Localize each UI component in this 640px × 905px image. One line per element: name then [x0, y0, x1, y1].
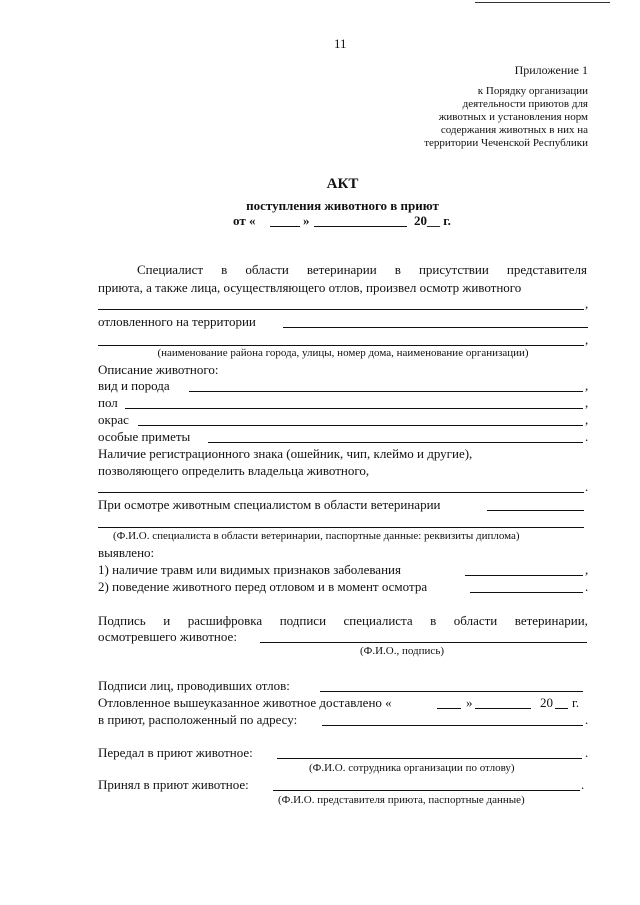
- description-heading: Описание животного:: [98, 362, 219, 377]
- catchers-label: Подписи лиц, проводивших отлов:: [98, 678, 290, 693]
- capture-caption: (наименование района города, улицы, номер дома, наименование организации): [157, 347, 529, 359]
- delivered-year-blank: [555, 708, 568, 709]
- capture-label: отловленного на территории: [98, 314, 256, 329]
- inspection-label: При осмотре животным специалистом в области ветеринарии: [98, 497, 441, 512]
- gave-label: Передал в приют животное:: [98, 745, 253, 760]
- appendix-line: деятельности приютов для: [462, 98, 588, 110]
- field-end-breed: ,: [585, 378, 589, 393]
- field-blank-marks: [208, 442, 583, 443]
- delivered-month-blank: [475, 708, 531, 709]
- act-date-month-blank: [314, 226, 407, 227]
- inspection-item-2-blank: [470, 592, 583, 593]
- registration-end: .: [585, 479, 589, 494]
- act-date-quote: »: [303, 213, 310, 228]
- inspection-found: выявлено:: [98, 545, 155, 560]
- address-label: в приют, расположенный по адресу:: [98, 712, 298, 727]
- signature-blank: [260, 642, 587, 643]
- delivered-year: 20: [540, 695, 553, 710]
- appendix-title: Приложение 1: [514, 63, 588, 77]
- appendix-line: животных и установления норм: [438, 111, 588, 123]
- inspection-item-2: 2) поведение животного перед отловом и в момент осмотра: [98, 579, 428, 594]
- animal-blank-comma: ,: [585, 296, 589, 311]
- appendix-line: к Порядку организации: [477, 85, 588, 97]
- intro-word: в: [221, 262, 228, 277]
- registration-line-1: Наличие регистрационного знака (ошейник, чип, клеймо и другие),: [98, 446, 473, 461]
- act-subtitle: поступления животного в приют: [246, 198, 439, 213]
- signature-line-1: [98, 613, 588, 629]
- inspection-item-1-blank: [465, 575, 583, 576]
- gave-caption: (Ф.И.О. сотрудника организации по отлову): [309, 762, 515, 774]
- took-end: .: [581, 777, 585, 792]
- address-end: .: [585, 712, 589, 727]
- field-blank-color: [138, 425, 583, 426]
- field-blank-breed: [189, 391, 583, 392]
- signature-word: подписи: [279, 613, 327, 628]
- appendix-line: содержания животных в них на: [440, 124, 588, 136]
- act-title: АКТ: [326, 176, 359, 192]
- field-end-sex: ,: [585, 395, 589, 410]
- field-label-color: окрас: [98, 412, 129, 427]
- gave-end: .: [585, 745, 589, 760]
- animal-blank: [98, 309, 584, 310]
- capture-comma: ,: [585, 332, 589, 347]
- inspection-blank: [487, 510, 584, 511]
- intro-word: представителя: [506, 262, 587, 277]
- capture-blank: [283, 327, 588, 328]
- inspection-blank-2: [98, 527, 584, 528]
- gave-blank: [277, 758, 582, 759]
- capture-blank-2: [98, 345, 584, 346]
- act-date-year: 20__ г.: [414, 213, 451, 228]
- signature-word: и: [163, 613, 171, 628]
- inspection-caption: (Ф.И.О. специалиста в области ветеринарии, паспортные данные: реквизиты диплома): [113, 530, 520, 542]
- signature-word: ветеринарии,: [514, 613, 588, 628]
- signature-word: расшифровка: [187, 613, 263, 628]
- intro-line-1: [137, 262, 587, 278]
- intro-word: области: [245, 262, 289, 277]
- field-label-sex: пол: [98, 395, 118, 410]
- intro-word: присутствии: [418, 262, 489, 277]
- delivered-label: Отловленное вышеуказанное животное доставлено «: [98, 695, 392, 710]
- field-blank-sex: [125, 408, 583, 409]
- top-rule: [475, 2, 610, 3]
- act-date-prefix: от «: [233, 213, 256, 228]
- act-date-day-blank: [270, 226, 300, 227]
- signature-word: в: [430, 613, 437, 628]
- inspection-item-1-end: ,: [585, 562, 589, 577]
- intro-word: в: [394, 262, 401, 277]
- intro-word: Специалист: [137, 262, 204, 277]
- field-label-marks: особые приметы: [98, 429, 191, 444]
- signature-word: Подпись: [98, 613, 146, 628]
- signature-word: специалиста: [343, 613, 413, 628]
- delivered-day-blank: [437, 708, 461, 709]
- signature-word: области: [453, 613, 498, 628]
- delivered-quote: »: [466, 695, 473, 710]
- field-label-breed: вид и порода: [98, 378, 170, 393]
- field-end-color: ,: [585, 412, 589, 427]
- took-label: Принял в приют животное:: [98, 777, 249, 792]
- intro-line-2: приюта, а также лица, осуществляющего отлов, произвел осмотр животного: [98, 280, 522, 295]
- registration-line-2: позволяющего определить владельца животного,: [98, 463, 370, 478]
- registration-blank: [98, 492, 584, 493]
- address-blank: [322, 725, 583, 726]
- inspection-item-2-end: .: [585, 579, 589, 594]
- signature-line-2: осмотревшего животное:: [98, 629, 237, 644]
- signature-caption: (Ф.И.О., подпись): [360, 645, 444, 657]
- page-number: 11: [334, 36, 347, 51]
- appendix-block: [424, 85, 588, 150]
- delivered-suffix: г.: [572, 695, 580, 710]
- intro-word: ветеринарии: [306, 262, 377, 277]
- inspection-item-1: 1) наличие травм или видимых признаков заболевания: [98, 562, 401, 577]
- catchers-blank: [320, 691, 583, 692]
- took-caption: (Ф.И.О. представителя приюта, паспортные данные): [278, 794, 525, 806]
- appendix-line: территории Чеченской Республики: [424, 137, 588, 149]
- field-end-marks: .: [585, 429, 589, 444]
- took-blank: [273, 790, 580, 791]
